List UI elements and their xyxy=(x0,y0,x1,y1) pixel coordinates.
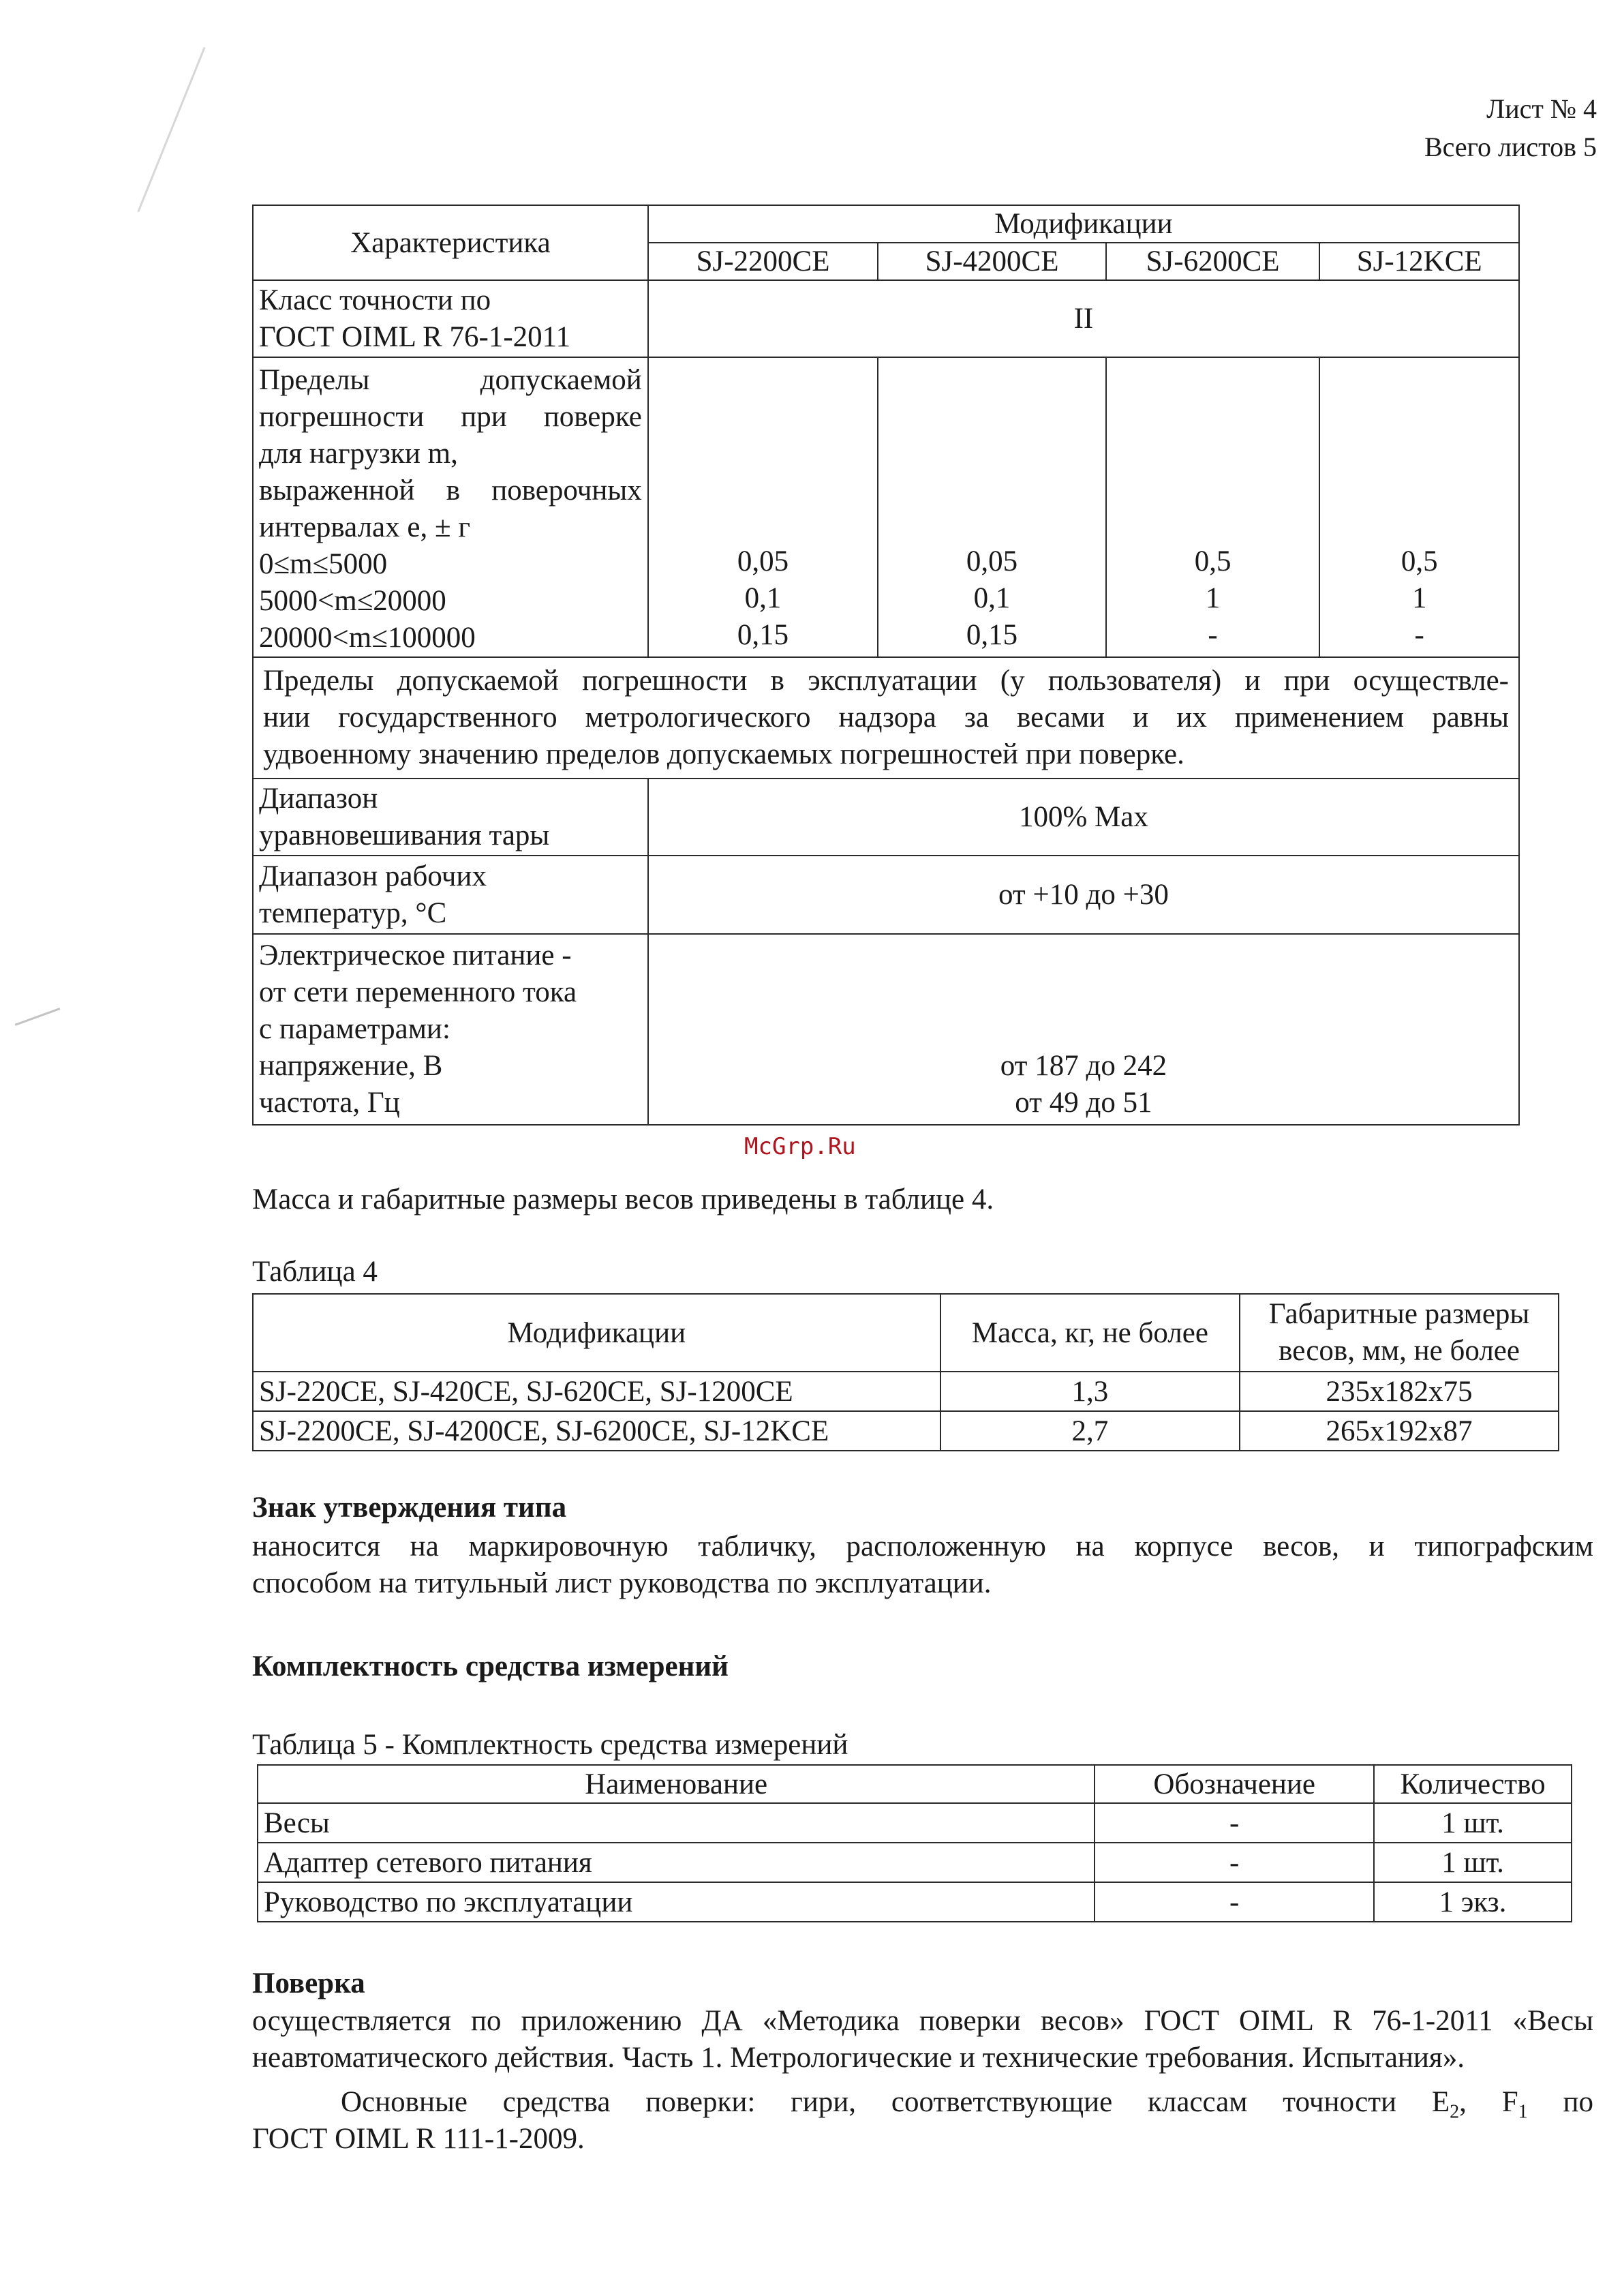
verification-means: Основные средства поверки: гири, соответствующие классам точности $E_2$, $F_1$ по ГОСТ OIML R 111-1-2009. xyxy=(252,2086,1593,2155)
col-header-quantity: Количество xyxy=(1374,1765,1572,1803)
scan-mark xyxy=(137,47,205,212)
table-cell: 2,7 xyxy=(940,1411,1240,1451)
mass-intro-text: Масса и габаритные размеры весов приведены в таблице 4. xyxy=(252,1183,994,1215)
operation-error-note: Пределы допускаемой погрешности в эксплуатации (у пользователя) и при осуществле- нии государственного метрологического надзора за весами и их применением равны удвоенному значению пределов допускаемых погрешностей при поверке. xyxy=(253,657,1519,779)
model-header: SJ-6200CE xyxy=(1106,243,1320,280)
total-sheets: Всего листов 5 xyxy=(1424,132,1597,162)
table-row xyxy=(258,1882,1572,1922)
table-cell: Весы xyxy=(258,1803,1095,1843)
power-supply-values xyxy=(648,934,1519,1125)
temperature-range-label: Диапазон рабочих температур, °С xyxy=(253,856,648,934)
error-values-sj6200: 0,5 1 - xyxy=(1106,357,1320,657)
approval-title: Знак утверждения типа xyxy=(252,1492,567,1524)
accuracy-label: Класс точности по ГОСТ OIML R 76-1-2011 xyxy=(253,280,648,357)
table-cell: SJ-220CE, SJ-420CE, SJ-620CE, SJ-1200CE xyxy=(253,1372,940,1411)
model-header: SJ-4200CE xyxy=(878,243,1106,280)
col-header-modifications: Модификации xyxy=(253,1294,940,1372)
load-range: 5000<m≤20000 xyxy=(259,585,446,617)
table-row xyxy=(253,1411,1559,1451)
load-range: 20000<m≤100000 xyxy=(259,622,476,654)
verification-title: Поверка xyxy=(252,1967,365,1999)
tare-range-label: Диапазон уравновешивания тары xyxy=(253,779,648,856)
voltage-value: от 187 до 242 xyxy=(1000,1050,1167,1082)
table-cell: 1 шт. xyxy=(1374,1843,1572,1882)
table-row xyxy=(258,1843,1572,1882)
error-values-sj12k: 0,5 1 - xyxy=(1319,357,1519,657)
error-values-sj2200: 0,05 0,1 0,15 xyxy=(648,357,878,657)
table-cell: 235x182x75 xyxy=(1240,1372,1559,1411)
table-cell: - xyxy=(1095,1803,1374,1843)
table-row xyxy=(258,1803,1572,1843)
sheet-number: Лист № 4 xyxy=(1486,93,1597,124)
completeness-table xyxy=(257,1764,1572,1922)
col-header-modifications: Модификации xyxy=(648,205,1519,243)
table-cell: - xyxy=(1095,1843,1374,1882)
error-limits-label: Пределы допускаемой погрешности при поверке для нагрузки m, выраженной в поверочных интервалах e, ± г 0≤m≤5000 5000<m≤20000 20000<m≤100000 xyxy=(253,357,648,657)
frequency-value: от 49 до 51 xyxy=(1015,1087,1152,1119)
col-header-characteristic: Характеристика xyxy=(253,205,648,280)
table-cell: 1,3 xyxy=(940,1372,1240,1411)
load-range: 0≤m≤5000 xyxy=(259,548,388,580)
mass-dimensions-table xyxy=(252,1293,1559,1451)
temperature-range-value: от +10 до +30 xyxy=(648,856,1519,934)
error-values-sj4200: 0,05 0,1 0,15 xyxy=(878,357,1106,657)
table4-caption: Таблица 4 xyxy=(252,1256,378,1288)
accuracy-class-value: II xyxy=(648,280,1519,357)
characteristics-table xyxy=(252,205,1520,1126)
table-cell: SJ-2200CE, SJ-4200CE, SJ-6200CE, SJ-12KCE xyxy=(253,1411,940,1451)
table-row xyxy=(253,1372,1559,1411)
col-header-designation: Обозначение xyxy=(1095,1765,1374,1803)
col-header-mass: Масса, кг, не более xyxy=(940,1294,1240,1372)
table-cell: Адаптер сетевого питания xyxy=(258,1843,1095,1882)
model-header: SJ-12KCE xyxy=(1319,243,1519,280)
completeness-title: Комплектность средства измерений xyxy=(252,1650,729,1682)
tare-range-value: 100% Max xyxy=(648,779,1519,856)
power-supply-label: Электрическое питание - от сети переменного тока с параметрами: напряжение, В частота, Гц xyxy=(253,934,648,1125)
col-header-name: Наименование xyxy=(258,1765,1095,1803)
watermark: McGrp.Ru xyxy=(744,1133,856,1160)
approval-text: наносится на маркировочную табличку, расположенную на корпусе весов, и типографским способом на титульный лист руководства по эксплуатации. xyxy=(252,1530,1593,1599)
table-cell: - xyxy=(1095,1882,1374,1922)
col-header-dimensions: Габаритные размеры весов, мм, не более xyxy=(1240,1294,1559,1372)
table5-caption: Таблица 5 - Комплектность средства измерений xyxy=(252,1729,848,1761)
table-cell: 1 экз. xyxy=(1374,1882,1572,1922)
model-header: SJ-2200CE xyxy=(648,243,878,280)
scan-mark xyxy=(15,1008,61,1026)
table-cell: Руководство по эксплуатации xyxy=(258,1882,1095,1922)
verification-text: осуществляется по приложению ДА «Методика поверки весов» ГОСТ OIML R 76-1-2011 «Весы неавтоматического действия. Часть 1. Метрологические и технические требования. Испытания». xyxy=(252,2005,1593,2074)
table-cell: 1 шт. xyxy=(1374,1803,1572,1843)
table-cell: 265x192x87 xyxy=(1240,1411,1559,1451)
